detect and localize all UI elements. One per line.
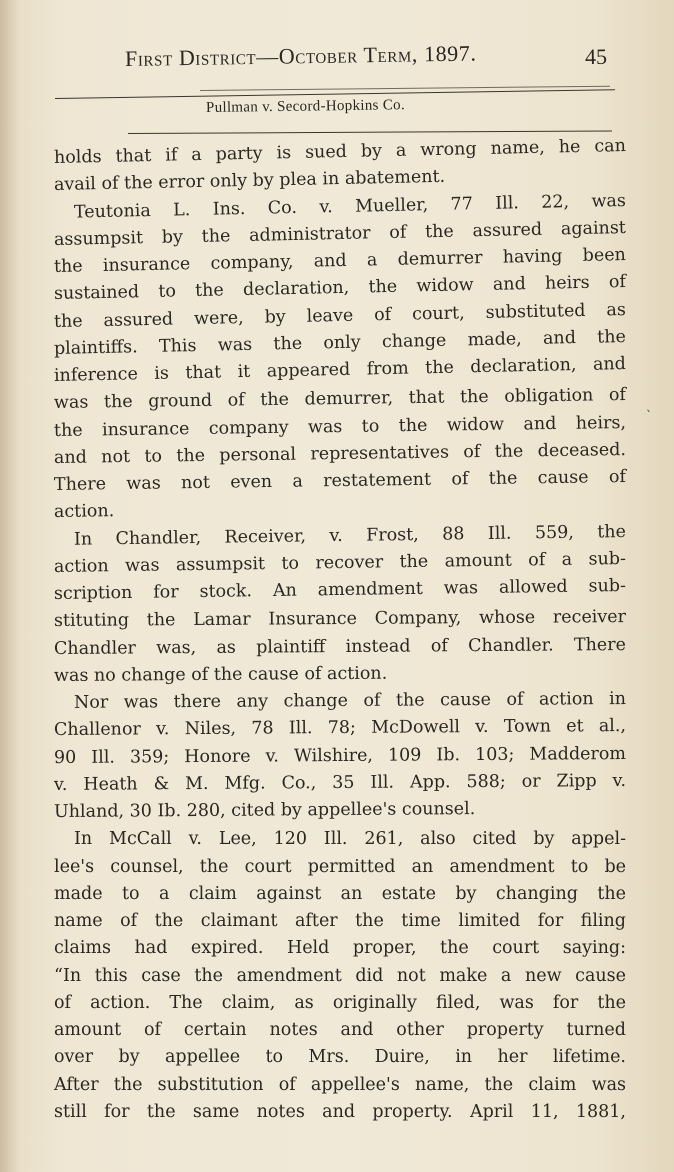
text-line: and not to the personal representatives of the deceased. [53, 439, 627, 468]
text-line: action. [53, 501, 115, 523]
text-line: Teutonia L. Ins. Co. v. Mueller, 77 Ill. 22, was [73, 190, 627, 223]
text-line: amount of certain notes and other property turned [54, 1020, 626, 1040]
text-line: lee's counsel, the court permitted an amendment to be [54, 856, 626, 877]
text-line: was the ground of the demurrer, that the obligation of [53, 385, 627, 414]
text-line: still for the same notes and property. April 11, 1881, [54, 1101, 626, 1122]
text-line: plaintiffs. This was the only change made, and the [53, 326, 627, 359]
text-line: over by appellee to Mrs. Duire, in her lifetime. [54, 1047, 626, 1068]
text-line: the insurance company was to the widow and heirs, [53, 412, 627, 441]
text-line: v. Heath & M. Mfg. Co., 35 Ill. App. 588; or Zipp v. [53, 770, 627, 795]
text-line: assumpsit by the administrator of the assured against [53, 217, 627, 250]
text-line: In McCall v. Lee, 120 Ill. 261, also cited by appel- [74, 829, 626, 850]
running-head: First District—October Term, 1897. [124, 40, 477, 71]
text-line: action was assumpsit to recover the amount of a sub- [53, 548, 627, 577]
text-line: of action. The claim, as originally filed, was for the [54, 992, 626, 1013]
text-line: claims had expired. Held proper, the court saying: [54, 938, 626, 959]
case-title-rule [128, 130, 612, 134]
text-line: stituting the Lamar Insurance Company, whose receiver [53, 607, 627, 632]
text-line: There was not even a restatement of the cause of [53, 467, 627, 495]
text-line: holds that if a party is sued by a wrong name, he can [53, 136, 627, 168]
text-line: made to a claim against an estate by changing the [54, 883, 626, 904]
page-gutter-shadow [0, 0, 20, 1172]
case-title: Pullman v. Secord-Hopkins Co. [205, 97, 406, 116]
text-line: avail of the error only by plea in abatement. [53, 167, 446, 196]
text-line: Nor was there any change of the cause of action in [73, 689, 627, 713]
page-number: 45 [584, 43, 608, 70]
text-line: the insurance company, and a demurrer having been [53, 245, 627, 277]
text-line: name of the claimant after the time limited for filing [54, 911, 626, 931]
text-line: Uhland, 30 Ib. 280, cited by appellee's counsel. [53, 799, 476, 822]
text-line: inference is that it appeared from the declaration, and [53, 354, 627, 386]
marginal-mark: ˎ [646, 398, 652, 412]
text-line: Chandler was, as plaintiff instead of Chandler. There [53, 634, 627, 659]
text-line: After the substitution of appellee's name, the claim was [54, 1074, 626, 1095]
text-line: sustained to the declaration, the widow and heirs of [53, 272, 627, 305]
text-line: 90 Ill. 359; Honore v. Wilshire, 109 Ib. 103; Madderom [53, 743, 627, 768]
body-text [53, 136, 627, 1126]
text-line: the assured were, by leave of court, substituted as [53, 299, 627, 332]
text-line: Challenor v. Niles, 78 Ill. 78; McDowell v. Town et al., [53, 716, 627, 741]
text-line: was no change of the cause of action. [53, 663, 388, 686]
text-line: In Chandler, Receiver, v. Frost, 88 Ill. 559, the [73, 521, 627, 550]
text-line: scription for stock. An amendment was allowed sub- [53, 576, 627, 604]
text-line: “In this case the amendment did not make a new cause [54, 965, 626, 986]
